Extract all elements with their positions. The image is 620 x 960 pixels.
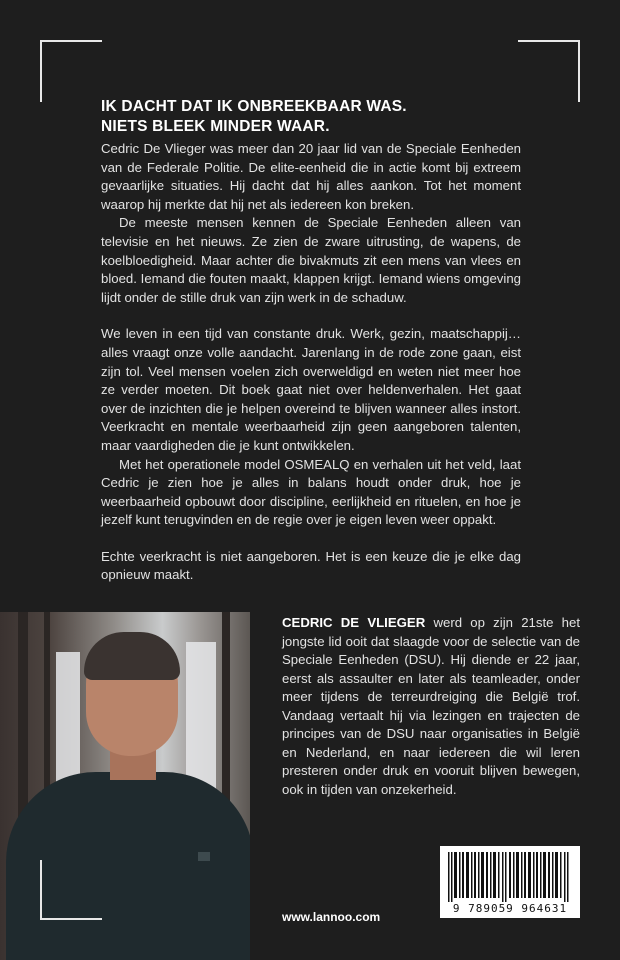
blurb-paragraph-1: Cedric De Vlieger was meer dan 20 jaar lid van de Speciale Eenheden van de Federale Politie. De elite-eenheid die in actie komt bij extreem gevaarlijke situaties. Hij dacht dat hij alles aankon. Tot het moment waarop hij merkte dat hij net als iedereen kon breken. [101, 141, 521, 212]
isbn-barcode [440, 846, 580, 918]
blurb-paragraph-3: We leven in een tijd van constante druk. Werk, gezin, maatschappij… alles vraagt onze volle aandacht. Jarenlang in de rode zone gaan, eist zijn tol. Veel mensen voelen zich overweldigd en weten niet meer hoe ze verder moeten. Dit boek gaat niet over heldenverhalen. Het gaat over de inzichten die je helpen overeind te blijven wanneer alles instort. Veerkracht en mentale weerbaarheid zijn geen aangeboren talenten, maar vaardigheden die je kunt ontwikkelen. [101, 326, 521, 453]
headline-line-2: NIETS BLEEK MINDER WAAR. [101, 118, 330, 135]
publisher-website: www.lannoo.com [282, 910, 381, 924]
author-photo [0, 612, 250, 960]
blurb-paragraph-4: Met het operationele model OSMEALQ en verhalen uit het veld, laat Cedric je zien hoe je alles in balans houdt onder druk, hoe je weerbaarheid opbouwt door discipline, eerlijkheid en rituelen, en hoe je jezelf kunt terugvinden en de regie over je eigen leven weer oppakt. [101, 456, 521, 528]
author-name: CEDRIC DE VLIEGER [282, 615, 426, 630]
headline [101, 97, 521, 137]
crop-mark-top-right [518, 40, 580, 102]
crop-mark-bottom-left-overlay [40, 860, 102, 920]
isbn-number: 9 789059 964631 [452, 902, 568, 915]
barcode-bars [448, 852, 572, 902]
author-bio-text: werd op zijn 21ste het jongste lid ooit dat slaagde voor de selectie van de Speciale Eenheden (DSU). Hij diende er 22 jaar, eerst als assaulter en later als teamleader, onder meer tijdens de terreurdreiging die België trof. Vandaag vertaalt hij via lezingen en trajecten de principes van de DSU naar organisaties in België en Nederland, en naar iedereen die wil leren presteren onder druk en vooruit blijven bewegen, ook in tijden van onzekerheid. [282, 615, 581, 797]
crop-mark-top-left [40, 40, 102, 102]
headline-line-1: IK DACHT DAT IK ONBREEKBAAR WAS. [101, 98, 407, 115]
author-bio [282, 614, 580, 799]
blurb [101, 140, 521, 585]
blurb-paragraph-5: Echte veerkracht is niet aangeboren. Het is een keuze die je elke dag opnieuw maakt. [101, 548, 521, 583]
blurb-paragraph-2: De meeste mensen kennen de Speciale Eenheden alleen van televisie en het nieuws. Ze zien de zware uitrusting, de wapens, de koelbloedigheid. Maar achter die bivakmuts zit een mens van vlees en bloed. Iemand die fouten maakt, klappen krijgt. Iemand wiens omgeving lijdt onder de stille druk van zijn werk in de schaduw. [101, 215, 521, 305]
